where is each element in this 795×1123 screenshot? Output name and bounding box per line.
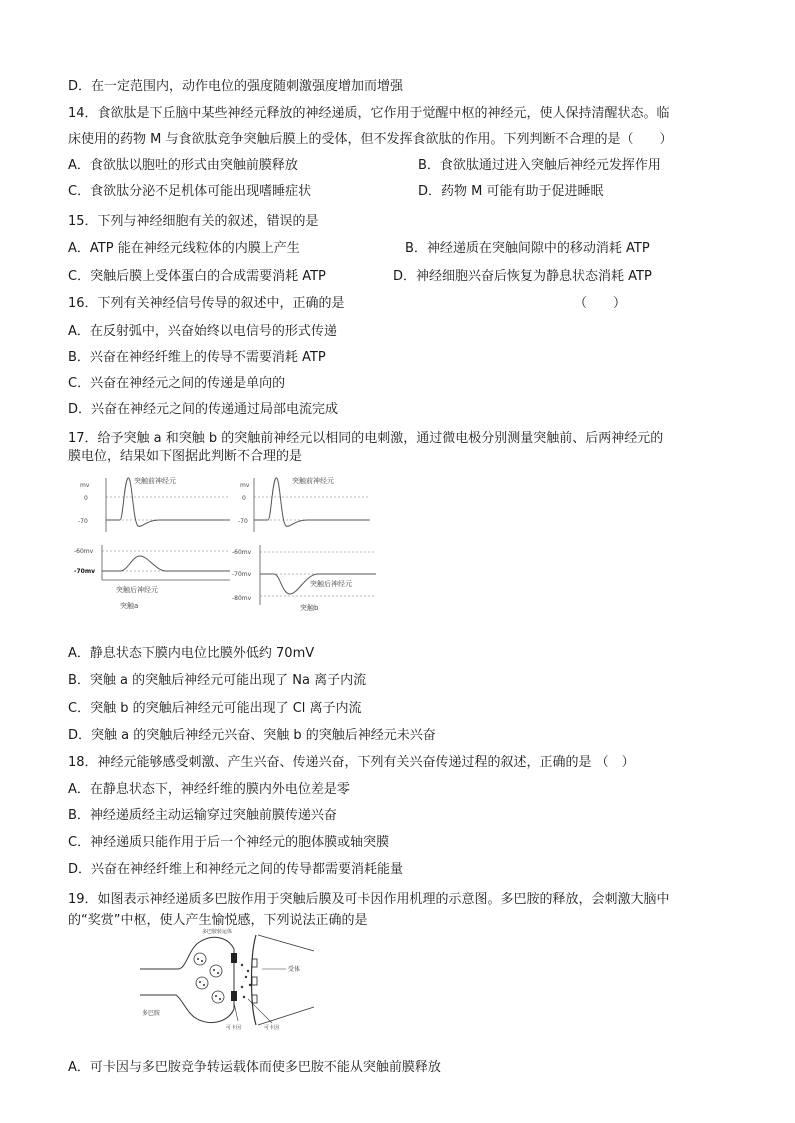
q19-option-a: A．可卡因与多巴胺竞争转运载体而使多巴胺不能从突触前膜释放 xyxy=(68,1060,441,1075)
q18-option-c: C．神经递质只能作用于后一个神经元的胞体膜或轴突膜 xyxy=(68,835,390,850)
q18-option-d: D．兴奋在神经纤维上和神经元之间的传导都需要消耗能量 xyxy=(68,862,404,877)
vesicle xyxy=(212,991,224,1003)
tick-neg70: -70 xyxy=(238,518,248,525)
q16-option-d: D．兴奋在神经元之间的传递通过局部电流完成 xyxy=(68,402,339,417)
q14-option-a: A．食欲肽以胞吐的形式由突触前膜释放 xyxy=(68,158,298,173)
q19-stem-line1: 19．如图表示神经递质多巴胺作用于突触后膜及可卡因作用机理的示意图。多巴胺的释放，会刺激大脑中 xyxy=(68,892,670,907)
q13-option-d: D．在一定范围内，动作电位的强度随刺激强度增加而增强 xyxy=(68,79,404,94)
axis-unit-label: mv xyxy=(80,482,90,489)
epsp-curve xyxy=(102,556,230,571)
tick-neg80: -80mv xyxy=(232,595,252,602)
action-potential-curve xyxy=(106,478,230,526)
tick-zero: 0 xyxy=(84,495,88,502)
q17-option-a: A．静息状态下膜内电位比膜外低约 70mV xyxy=(68,646,315,661)
vesicle xyxy=(196,977,208,989)
tick-neg60: -60mv xyxy=(74,548,94,555)
axis-unit-label: mv xyxy=(240,482,250,489)
transporter-glyph xyxy=(231,953,237,963)
q17-option-c: C．突触 b 的突触后神经元可能出现了 Cl 离子内流 xyxy=(68,701,362,716)
postsynaptic-label: 突触后神经元 xyxy=(116,586,158,594)
q16-option-b: B．兴奋在神经纤维上的传导不需要消耗 ATP xyxy=(68,350,326,365)
synapse-a-label: 突触a xyxy=(120,602,139,610)
transporter-glyph xyxy=(231,991,237,1001)
q14-option-d: D．药物 M 可能有助于促进睡眠 xyxy=(418,184,604,199)
q14-stem-line2: 床使用的药物 M 与食欲肽竞争突触后膜上的受体，但不发挥食欲肽的作用。下列判断不合理的是（ ） xyxy=(68,132,673,147)
cocaine-leader xyxy=(234,1003,238,1021)
q16-option-c: C．兴奋在神经元之间的传递是单向的 xyxy=(68,376,286,391)
q15-option-a: A．ATP 能在神经元线粒体的内膜上产生 xyxy=(68,241,300,256)
tick-neg70: -70 xyxy=(78,518,88,525)
q18-option-a: A．在静息状态下，神经纤维的膜内外电位差是零 xyxy=(68,782,350,797)
q17-stem-line2: 膜电位，结果如下图据此判断不合理的是 xyxy=(68,449,303,464)
q15-stem: 15．下列与神经细胞有关的叙述，错误的是 xyxy=(68,214,319,229)
postsynaptic-outline xyxy=(258,935,314,1025)
dopamine-label: 多巴胺 xyxy=(142,1010,161,1017)
q19-synapse-figure xyxy=(138,925,318,1035)
action-potential-curve xyxy=(254,478,370,526)
vesicle xyxy=(194,953,206,965)
synapse-b-postsynaptic-graph xyxy=(232,545,376,612)
tick-neg60: -60mv xyxy=(232,549,252,556)
q16-option-a: A．在反射弧中，兴奋始终以电信号的形式传递 xyxy=(68,324,337,339)
q19-stem-line2: 的“奖赏”中枢，使人产生愉悦感，下列说法正确的是 xyxy=(68,913,368,928)
q15-option-d: D．神经细胞兴奋后恢复为静息状态消耗 ATP xyxy=(393,269,652,284)
q15-option-b: B．神经递质在突触间隙中的移动消耗 ATP xyxy=(405,241,650,256)
vesicle xyxy=(210,965,222,977)
cocaine-leader xyxy=(248,999,272,1023)
q17-option-d: D．突触 a 的突触后神经元兴奋、突触 b 的突触后神经元未兴奋 xyxy=(68,728,436,743)
q14-option-b: B．食欲肽通过进入突触后神经元发挥作用 xyxy=(418,158,661,173)
cocaine-label-2: 可卡因 xyxy=(264,1025,280,1031)
q15-option-c: C．突触后膜上受体蛋白的合成需要消耗 ATP xyxy=(68,269,326,284)
postsynaptic-label: 突触后神经元 xyxy=(310,580,352,588)
transporter-label: 多巴胺转运体 xyxy=(202,929,233,935)
q18-option-b: B．神经递质经主动运输穿过突触前膜传递兴奋 xyxy=(68,808,337,823)
q18-stem: 18．神经元能够感受刺激、产生兴奋、传递兴奋，下列有关兴奋传递过程的叙述，正确的是 （ ） xyxy=(68,755,635,770)
receptor-label: 受体 xyxy=(288,966,301,973)
tick-zero: 0 xyxy=(242,495,246,502)
synapse-b-presynaptic-graph xyxy=(238,476,370,532)
q16-answer-paren: （ ） xyxy=(574,296,627,311)
receptor-glyph xyxy=(252,977,257,985)
cocaine-label-1: 可卡因 xyxy=(226,1025,242,1031)
q14-stem-line1: 14．食欲肽是下丘脑中某些神经元释放的神经递质，它作用于觉醒中枢的神经元，使人保持清醒状态。临 xyxy=(68,106,670,121)
q17-stem-line1: 17．给予突触 a 和突触 b 的突触前神经元以相同的电刺激，通过微电极分别测量突触前、后两神经元的 xyxy=(68,431,664,446)
tick-neg70: -70mv xyxy=(232,571,252,578)
q16-stem: 16．下列有关神经信号传导的叙述中，正确的是 xyxy=(68,296,345,311)
presynaptic-label: 突触前神经元 xyxy=(292,477,334,485)
synapse-b-label: 突触b xyxy=(300,604,319,612)
tick-neg70: -70mv xyxy=(74,568,96,575)
q17-option-b: B．突触 a 的突触后神经元可能出现了 Na 离子内流 xyxy=(68,673,367,688)
synapse-a-postsynaptic-graph xyxy=(74,545,230,610)
synapse-a-presynaptic-graph xyxy=(78,476,230,532)
q14-option-c: C．食欲肽分泌不足机体可能出现嗜睡症状 xyxy=(68,184,312,199)
receptor-glyph xyxy=(252,959,257,967)
q17-potential-figure xyxy=(70,470,390,616)
presynaptic-label: 突触前神经元 xyxy=(134,477,176,485)
